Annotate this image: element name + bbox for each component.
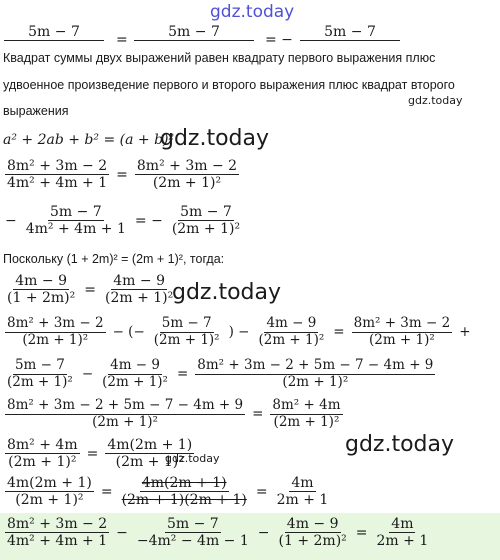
fraction: $\frac{4m - 9}{\text{(2m + 1)²}}$ <box>105 273 174 307</box>
since-text: Поскольку (1 + 2m)² = (2m + 1)², тогда: <box>3 252 225 266</box>
watermark-top: gdz.today <box>210 2 295 22</box>
watermark-big-3: gdz.today <box>345 432 455 457</box>
line0-num1: 5m − 7 <box>4 24 104 41</box>
fraction: $\frac{4m(2m + 1)}{\text{(2m + 1)²}}$ <box>7 475 92 509</box>
eq-row-9: $\frac{4m(2m + 1)}{\text{(2m + 1)²}}$ = $\frac{4m(2m + 1)}{(2m + 1)(2m + 1)}$ = $\frac{4m}{2m + 1}$ <box>7 475 329 509</box>
fraction: $\frac{\text{8m² + 3m − 2}}{\text{(2m + 1)²}}$ <box>7 315 104 348</box>
eq-row-8: $\frac{\text{8m² + 4m}}{\text{(2m + 1)²}}$ = $\frac{4m(2m + 1)}{\text{(2m + 1)²}}$ <box>7 437 193 471</box>
fraction: $\frac{\text{8m² + 4m}}{\text{(2m + 1)²}}$ <box>7 437 78 471</box>
watermark-big-1: gdz.today <box>160 126 270 151</box>
eq-row-7: $\frac{\text{8m² + 3m − 2 + 5m − 7 − 4m + 9}}{\text{(2m + 1)²}}$ = $\frac{\text{8m² + 4m}}{\text{(2m + 1)²}}$ <box>7 397 341 430</box>
fraction: $\frac{\text{8m² + 3m − 2}}{\text{(2m + 1)²}}$ <box>136 158 238 192</box>
line0-eqneg: = − <box>265 32 293 48</box>
eq-row-6: $\frac{5m - 7}{\text{(2m + 1)²}}$ − $\frac{4m - 9}{\text{(2m + 1)²}}$ = $\frac{\text{8m² + 3m − 2 + 5m − 7 − 4m + 9}}{\text{(2m + 1)²}}$ <box>7 357 434 390</box>
fraction: $\frac{5m - 7}{\text{(2m + 1)²}}$ <box>7 357 73 390</box>
watermark-small-right: gdz.today <box>408 94 463 107</box>
fraction: $\frac{\text{8m² + 4m}}{\text{(2m + 1)²}}$ <box>272 397 341 430</box>
fraction: $\frac{5m - 7}{\text{(2m + 1)²}}$ <box>171 204 241 238</box>
fraction: $\frac{\text{8m² + 3m − 2}}{\text{4m² + 4m + 1}}$ <box>7 516 108 550</box>
eq-row-5: $\frac{\text{8m² + 3m − 2}}{\text{(2m + 1)²}}$ − (− $\frac{5m - 7}{\text{(2m + 1)²}}$ ) − $\frac{4m - 9}{\text{(2m + 1)²}}$ = $\frac{\text{8m² + 3m − 2}}{\text{(2m + 1)²}}$ + <box>7 315 471 348</box>
fraction: $\frac{4m - 9}{\text{(1 + 2m)²}}$ <box>7 273 76 307</box>
line0-num2: 5m − 7 <box>134 24 254 41</box>
fraction: $\frac{4m(2m + 1)}{\text{(2m + 1)²}}$ <box>107 437 193 471</box>
eq-row-4: $\frac{4m - 9}{\text{(1 + 2m)²}}$ = $\frac{4m - 9}{\text{(2m + 1)²}}$ <box>7 273 174 307</box>
fraction: $\frac{4m - 9}{\text{(2m + 1)²}}$ <box>102 357 168 390</box>
fraction: $\frac{5m - 7}{\text{4m² + 4m + 1}}$ <box>25 204 126 238</box>
fraction: $\frac{\text{8m² + 3m − 2}}{\text{(2m + 1)²}}$ <box>353 315 451 348</box>
fraction: $\frac{4m - 9}{\text{(2m + 1)²}}$ <box>258 315 325 348</box>
line0-num3: 5m − 7 <box>300 24 400 41</box>
fraction: $\frac{\text{8m² + 3m − 2}}{\text{4m² + 4m + 1}}$ <box>7 158 108 192</box>
eq-row-2: $\frac{\text{8m² + 3m − 2}}{\text{4m² + 4m + 1}}$ = $\frac{\text{8m² + 3m − 2}}{\text{(2m + 1)²}}$ <box>7 158 238 192</box>
fraction: $\frac{4m}{2m + 1}$ <box>376 516 429 550</box>
eq-row-3: − $\frac{5m - 7}{\text{4m² + 4m + 1}}$ = − $\frac{5m - 7}{\text{(2m + 1)²}}$ <box>5 204 241 238</box>
rule-line-2: удвоенное произведение первого и второго выражения плюс квадрат второго <box>3 78 455 92</box>
rule-line-3: выражения <box>3 104 69 118</box>
fraction: $\frac{\text{8m² + 3m − 2 + 5m − 7 − 4m + 9}}{\text{(2m + 1)²}}$ <box>7 397 244 430</box>
rule-line-1: Квадрат суммы двух выражений равен квадрату первого выражения плюс <box>3 51 436 65</box>
square-formula: a² + 2ab + b² = (a + b)² <box>3 132 175 148</box>
fraction: $\frac{5m - 7}{\text{(2m + 1)²}}$ <box>153 315 220 348</box>
fraction: $\frac{\text{8m² + 3m − 2 + 5m − 7 − 4m + 9}}{\text{(2m + 1)²}}$ <box>197 357 434 390</box>
fraction-cancelled: $\frac{4m(2m + 1)}{(2m + 1)(2m + 1)}$ <box>121 475 247 509</box>
fraction: $\frac{4m - 9}{\text{(1 + 2m)²}}$ <box>278 516 347 550</box>
final-equation: $\frac{\text{8m² + 3m − 2}}{\text{4m² + 4m + 1}}$ − $\frac{5m - 7}{\text{−4m² − 4m − 1}}$ − $\frac{4m - 9}{\text{(1 + 2m)²}}$ = $\frac{4m}{2m + 1}$ <box>7 516 429 550</box>
watermark-big-2: gdz.today <box>172 280 282 305</box>
fraction: $\frac{4m}{2m + 1}$ <box>276 475 329 509</box>
watermark-small-mid: gdz.today <box>165 452 220 465</box>
line0-eq: = <box>116 32 128 48</box>
fraction: $\frac{5m - 7}{\text{−4m² − 4m − 1}}$ <box>136 516 249 550</box>
